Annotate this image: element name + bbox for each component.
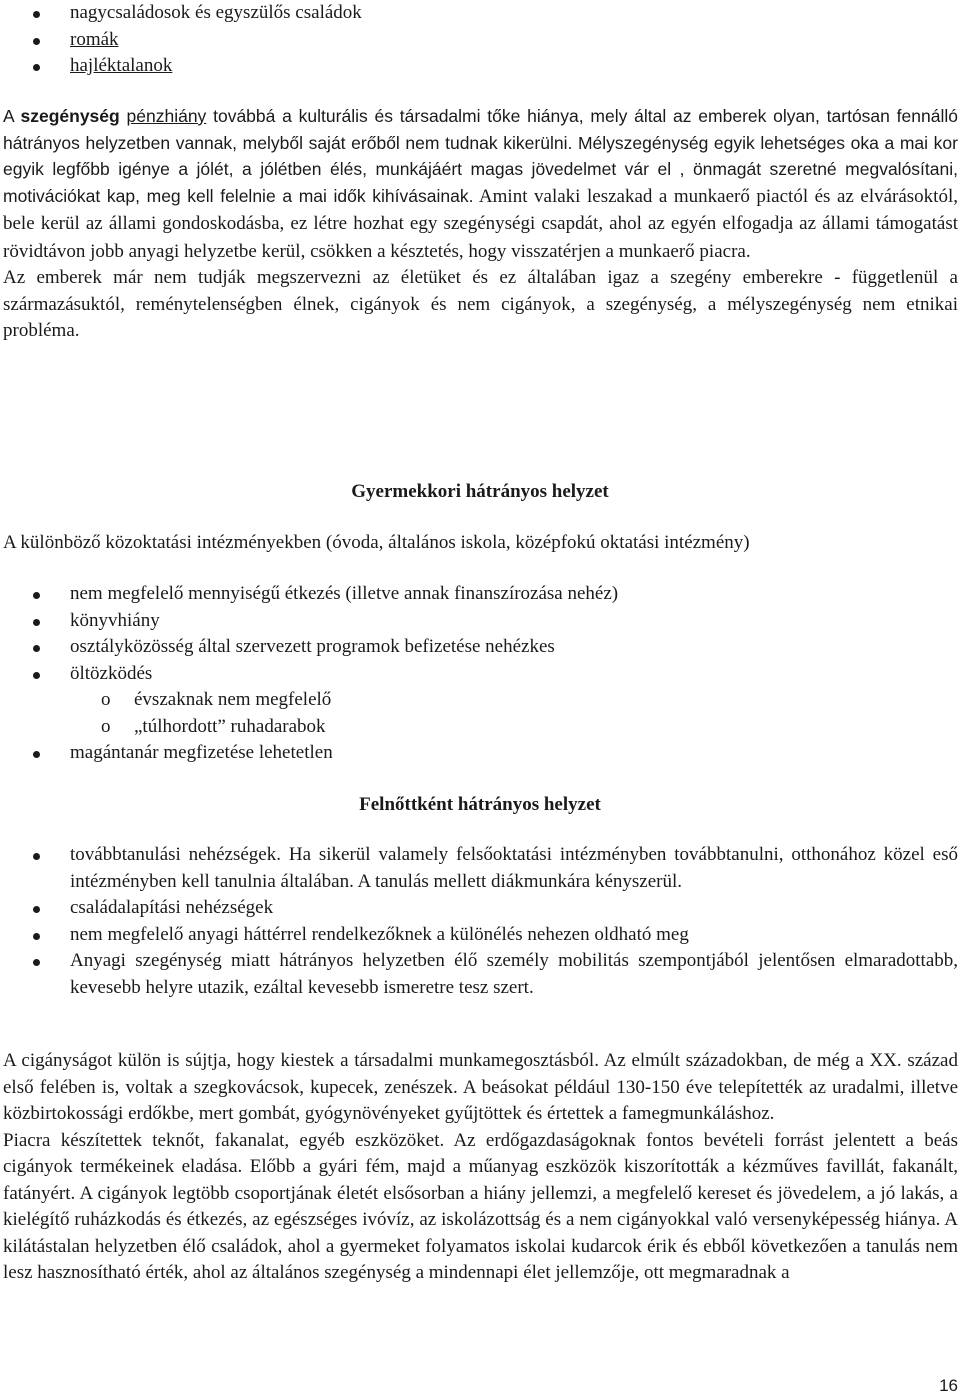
bullet-icon xyxy=(33,38,40,45)
market-paragraph: Piacra készítettek teknőt, fakanalat, egyéb eszközöket. Az erdőgazdaságoknak fontos bevételi forrást jelentett a beás cigányok termékeinek eladása. Előbb a gyári fém, majd a műanyag eszközök kiszorították a kézműves favillát, fakanált, fatányért. A cigányok legtöbb csoportjának életét elsősorban a hiány jellemzi, a megfelelő kereset és jövedelem, a jó lakás, a kielégítő ruházkodás és étkezés, az egészséges ivóvíz, az iskolázottság és a nem cigányokkal való versenyképesség hiánya. A kilátástalan helyzetben élő családok, ahol a gyermeket folyamatos iskolai kudarcok érik és ebből következően a tanulás nem lesz hasznosítható érték, ahol az általános szegénység a mindennapi élet jellemzője, ott megmaradnak a xyxy=(3,1129,958,1283)
list-item xyxy=(0,581,960,608)
list-item xyxy=(0,634,960,661)
list-item xyxy=(0,895,960,922)
list-item-text: nagycsaládosok és egyszülős családok xyxy=(70,2,362,23)
page-number: 16 xyxy=(939,1376,958,1395)
list-item xyxy=(0,27,960,54)
adult-bullet-list xyxy=(0,842,960,1001)
list-item-text: Anyagi szegénység miatt hátrányos helyzetben élő személy mobilitás szempontjából jelentősen elmaradottabb, kevesebb helyre utazik, ezáltal kevesebb ismeretre tesz szert. xyxy=(70,950,958,998)
list-item-text: családalapítási nehézségek xyxy=(70,897,274,918)
sub-list-item-text: évszaknak nem megfelelő xyxy=(134,689,332,710)
adult-list-wrap xyxy=(0,842,960,1001)
bullet-icon xyxy=(33,906,40,913)
top-bullet-list xyxy=(0,0,960,80)
list-item-link[interactable]: romák xyxy=(70,28,119,50)
adult-section xyxy=(0,792,960,819)
section-heading: Gyermekkori hátrányos helyzet xyxy=(351,481,609,502)
bullet-icon xyxy=(33,64,40,71)
list-item-text: nem megfelelő mennyiségű étkezés (illetve annak finanszírozása nehéz) xyxy=(70,583,619,604)
text-run: A xyxy=(3,106,21,126)
list-item xyxy=(0,0,960,27)
text-run: továbbá a kulturális és társadalmi tőke hiánya, mely által az emberek olyan, tartósan fennálló hátrányos helyzetben vannak, melyből saját erőből nem tudnak kikerülni. xyxy=(3,106,958,153)
poverty-paragraph xyxy=(0,103,960,265)
list-item xyxy=(0,661,960,688)
bullet-icon xyxy=(33,11,40,18)
sub-list-item xyxy=(0,714,960,741)
child-bullet-list xyxy=(0,581,960,687)
list-item xyxy=(0,608,960,635)
people-paragraph: Az emberek már nem tudják megszervezni az életüket és ez általában igaz a szegény emberekre - függetlenül a származásuktól, reménytelenségben élnek, cigányok és nem cigányok, a szegénység, a mélyszegénység nem etnikai probléma. xyxy=(3,267,958,341)
text-run: Amint valaki leszakad a munkaerő piactól és az elvárásoktól, bele kerül az állami gondoskodásba, ez létre hozhat egy szegénységi csapdát, ahol az egyén elfogadja az állami támogatást rövidtávon jobb anyagi helyzetbe kerül, csökken a késztetés, hogy visszatérjen a munkaerő piacra. xyxy=(3,185,958,262)
bullet-icon xyxy=(33,672,40,679)
list-item-text: továbbtanulási nehézségek. Ha sikerül valamely felsőoktatási intézményben továbbtanulni, otthonához közel eső intézményben kell tanulnia általában. A tanulás mellett diákmunkára kényszerül. xyxy=(70,844,958,892)
list-item-text: magántanár megfizetése lehetetlen xyxy=(70,742,333,763)
list-item xyxy=(0,53,960,80)
poverty-link[interactable]: pénzhiány xyxy=(126,106,207,126)
bullet-icon xyxy=(33,592,40,599)
bullet-icon xyxy=(33,933,40,940)
child-intro: A különböző közoktatási intézményekben (óvoda, általános iskola, középfokú oktatási intézmény) xyxy=(3,532,750,553)
sub-bullet-marker: o xyxy=(101,715,111,737)
gypsy-paragraph: A cigányságot külön is sújtja, hogy kiestek a társadalmi munkamegosztásból. Az elmúlt századokban, de még a XX. század első felében is, voltak a szegkovácsok, kupecek, zenészek. A beásokat például 130-150 éve telepítették az uradalmi, illetve közbirtokossági erdőkbe, mert gombát, gyógynövényeket gyűjtöttek és értettek a famegmunkáláshoz. xyxy=(3,1050,958,1124)
section-heading: Felnőttként hátrányos helyzet xyxy=(359,794,601,815)
bold-term: szegénység xyxy=(20,106,120,126)
poverty-block xyxy=(0,103,960,345)
list-item-text: nem megfelelő anyagi háttérrel rendelkezőknek a különélés nehezen oldható meg xyxy=(70,923,689,945)
sub-list-item-text: „túlhordott” ruhadarabok xyxy=(134,715,326,737)
text-run xyxy=(120,106,127,126)
list-item xyxy=(0,842,960,895)
list-item xyxy=(0,948,960,1001)
bullet-icon xyxy=(33,751,40,758)
child-intro-wrap xyxy=(0,530,960,557)
bullet-icon xyxy=(33,619,40,626)
bullet-icon xyxy=(33,853,40,860)
top-bullet-list-wrap xyxy=(0,0,960,80)
bullet-icon xyxy=(33,959,40,966)
bullet-icon xyxy=(33,645,40,652)
list-item-link[interactable]: hajléktalanok xyxy=(70,55,173,76)
child-bullet-list-continued xyxy=(0,740,960,767)
sub-bullet-marker: o xyxy=(101,689,111,710)
child-section xyxy=(0,479,960,506)
list-item xyxy=(0,922,960,949)
list-item xyxy=(0,740,960,767)
list-item-text: öltözködés xyxy=(70,662,153,684)
sub-list-item xyxy=(0,687,960,714)
gypsy-block xyxy=(0,1048,960,1287)
list-item-text: osztályközösség által szervezett programok befizetése nehézkes xyxy=(70,636,555,657)
child-sub-list xyxy=(0,687,960,740)
list-item-text: könyvhiány xyxy=(70,609,160,631)
child-list-wrap xyxy=(0,581,960,767)
text-run: Mélyszegénység egyik lehetséges oka a mai kor egyik legfőbb igénye a jólét, a jólétben élés, munkájáért magas jövedelmet vár el , önmagát szeretné megvalósítani, motivációkat kap, meg kell felelnie a mai idők kihívásainak. xyxy=(3,132,958,206)
